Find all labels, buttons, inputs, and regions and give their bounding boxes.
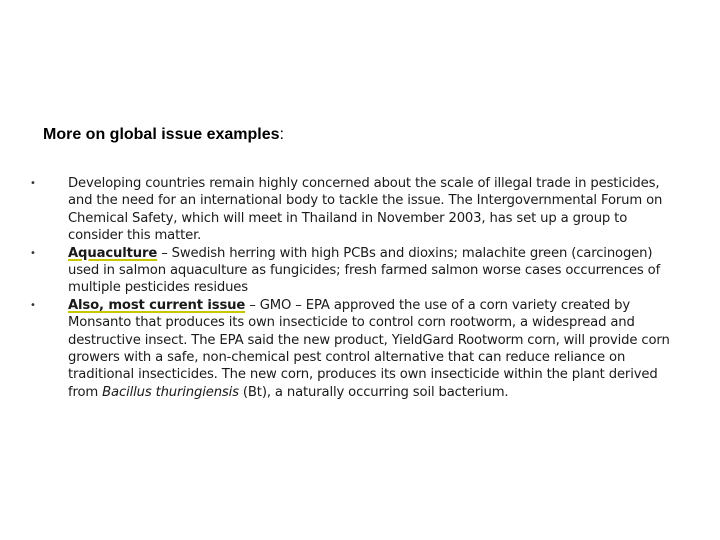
- bullet-icon: •: [30, 247, 36, 259]
- bullet-list: [30, 175, 680, 401]
- bullet-item-aquaculture: [30, 245, 680, 297]
- bullet-tail-text: (Bt), a naturally occurring soil bacterium.: [238, 384, 509, 400]
- slide-title: [43, 126, 284, 144]
- bullet-italic-species: Bacillus thuringiensis: [102, 384, 239, 400]
- bullet-item-gmo: [30, 297, 680, 401]
- slide-title-colon: :: [279, 126, 284, 143]
- bullet-text: – GMO – EPA approved the use of a corn variety created by Monsanto that produces its own insecticide to control corn rootworm, a widespread and destructive insect. The EPA said the new product, YieldGard Rootworm corn, will provide corn growers with a safe, non-chemical pest control alternative that can reduce reliance on traditional insecticides. The new corn, produces its own insecticide within the plant derived from: [68, 297, 670, 400]
- bullet-icon: •: [30, 299, 36, 311]
- bullet-text: – Swedish herring with high PCBs and dioxins; malachite green (carcinogen) used in salmon aquaculture as fungicides; fresh farmed salmon worse cases occurrences of multiple pesticides residues: [68, 245, 661, 296]
- bullet-icon: •: [30, 178, 36, 189]
- bullet-item-illegal-trade: [30, 175, 680, 245]
- bullet-term-aquaculture: Aquaculture: [68, 245, 158, 261]
- bullet-text: Developing countries remain highly concerned about the scale of illegal trade in pesticides, and the need for an international body to tackle the issue. The Intergovernmental Forum on Chemical Safety, which will meet in Thailand in November 2003, has set up a group to consider this matter.: [68, 176, 663, 244]
- bullet-term-current-issue: Also, most current issue: [68, 297, 246, 313]
- slide-title-text: More on global issue examples: [43, 126, 280, 143]
